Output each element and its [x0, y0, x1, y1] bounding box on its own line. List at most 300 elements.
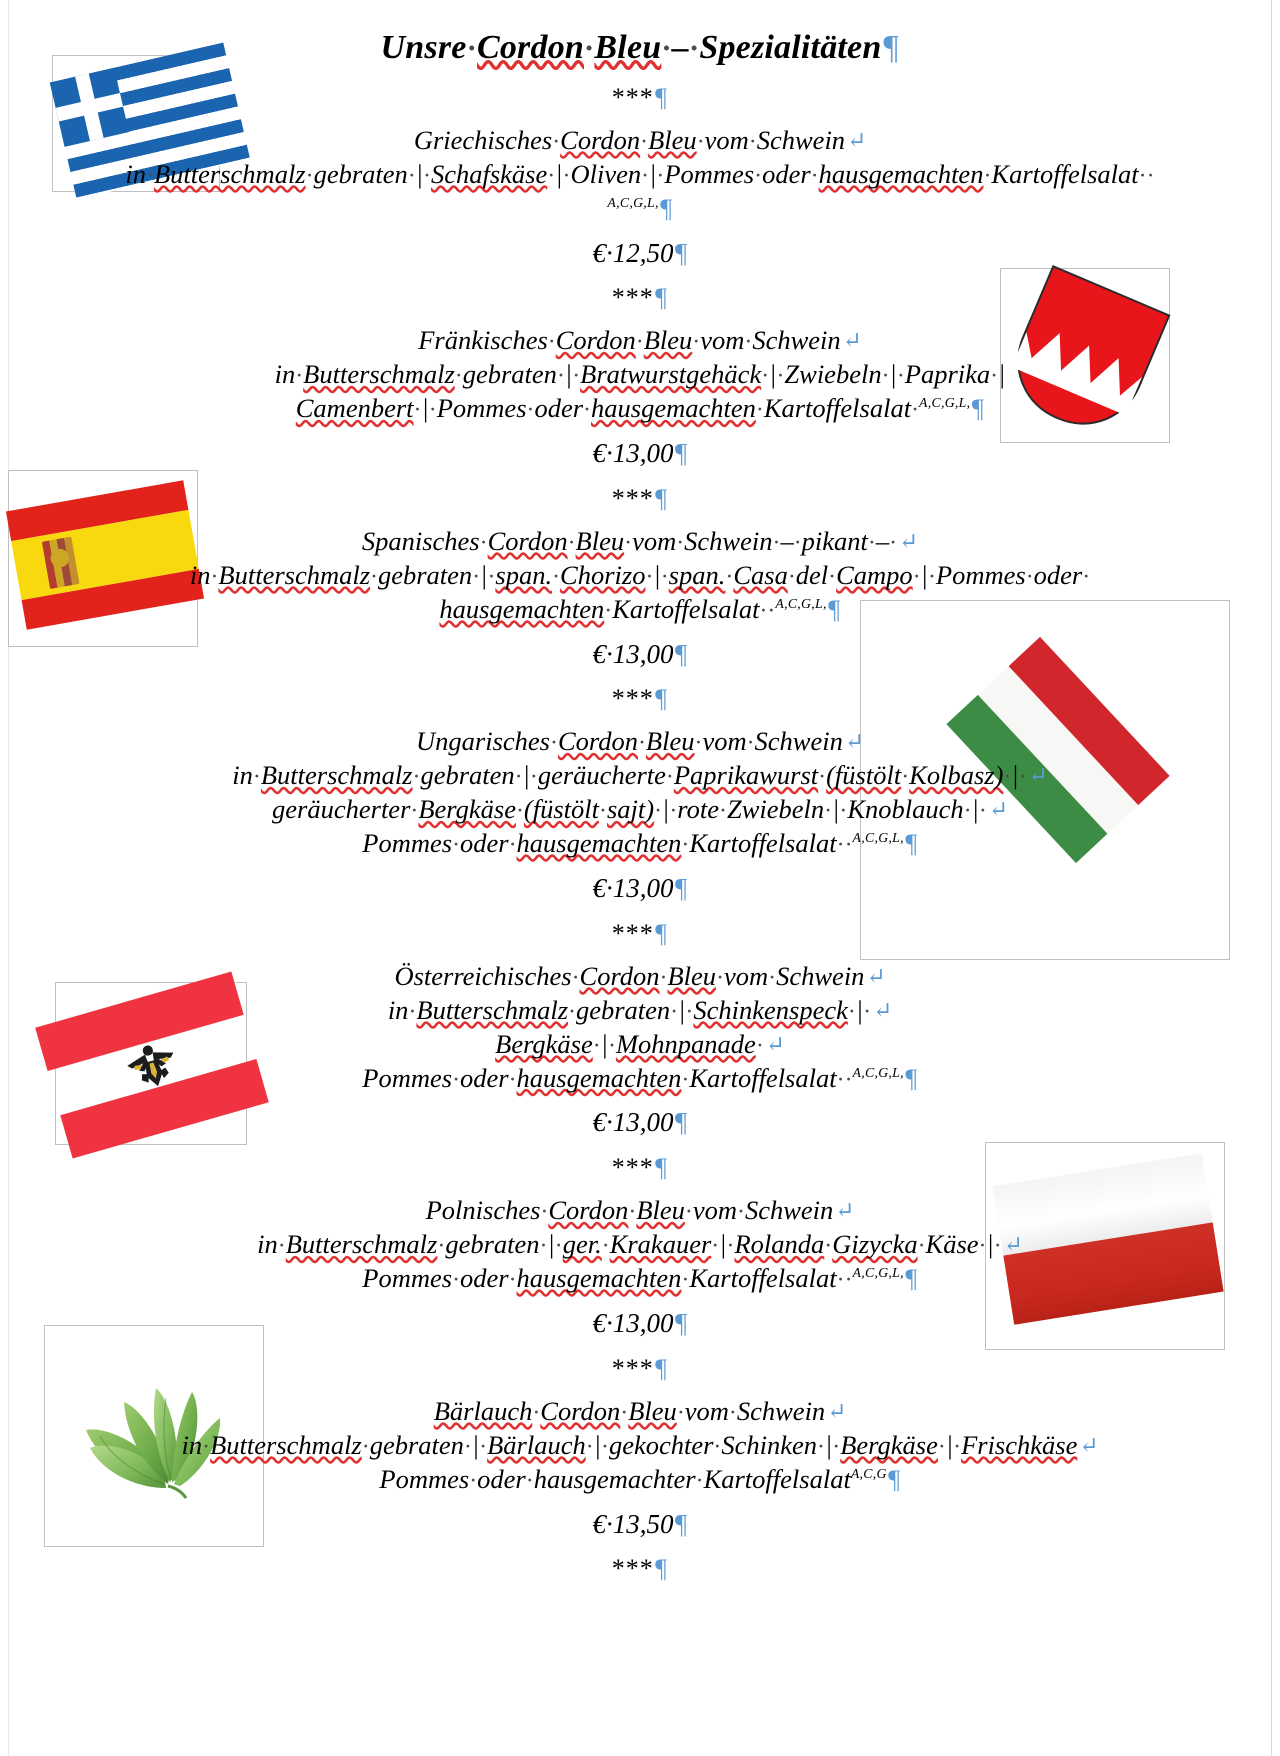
space-dot: · — [463, 1433, 472, 1460]
space-dot: · — [839, 798, 848, 825]
space-dot: · — [896, 363, 905, 390]
space-dot: · — [601, 1233, 610, 1260]
spellcheck-word: Camenbert — [295, 393, 414, 424]
space-dot: · — [660, 563, 669, 590]
dish-hungarian — [0, 725, 1280, 861]
dish-allergens: A,C,G,L, — [919, 395, 971, 411]
space-dot: · — [685, 998, 694, 1025]
space-dot: · — [844, 1267, 853, 1294]
separator-4 — [0, 682, 1280, 715]
line-break-mark: ↵ — [1003, 1232, 1023, 1258]
pilcrow-mark: ¶ — [658, 192, 673, 223]
space-dot: · — [676, 529, 685, 556]
spellcheck-word: Cordon — [555, 325, 636, 356]
pilcrow-mark: ¶ — [653, 1353, 669, 1383]
dish-allergens: A,C,G,L, — [607, 194, 659, 210]
space-dot: · — [817, 1433, 825, 1460]
dish-description-text: Pommes·oder·hausgemachten·Kartoffelsalat· — [362, 828, 845, 859]
space-dot: · — [550, 730, 558, 757]
dish-price — [0, 1507, 1280, 1542]
separator-8 — [0, 1552, 1280, 1585]
dish-allergens: A,C,G — [850, 1465, 887, 1481]
space-dot: · — [867, 529, 876, 556]
pilcrow-mark: ¶ — [673, 1107, 688, 1138]
separator-stars: *** — [611, 918, 654, 948]
spellcheck-word: Bleu — [575, 525, 625, 556]
spellcheck-word: hausgemachten — [591, 393, 756, 424]
space-dot: · — [832, 1433, 841, 1460]
space-dot: · — [990, 363, 999, 390]
space-dot: · — [768, 964, 777, 991]
space-dot: · — [810, 162, 819, 189]
space-dot: · — [978, 798, 987, 825]
space-dot: · — [1146, 162, 1155, 189]
spellcheck-word: Bergkäse — [840, 1429, 938, 1460]
space-dot: · — [728, 1399, 737, 1426]
space-dot: · — [370, 563, 378, 590]
pilcrow-mark: ¶ — [653, 684, 669, 714]
space-dot: · — [824, 798, 833, 825]
space-dot: · — [407, 162, 416, 189]
space-dot: · — [748, 128, 757, 155]
dish-description-text: Pommes·oder·hausgemachter·Kartoffelsalat — [379, 1463, 851, 1494]
pilcrow-mark: ¶ — [970, 393, 985, 424]
space-dot: · — [572, 363, 581, 390]
separator-2 — [0, 281, 1280, 314]
pilcrow-mark: ¶ — [673, 1508, 688, 1539]
space-dot: · — [514, 764, 523, 791]
space-dot: · — [600, 1433, 609, 1460]
dish-description-line — [0, 392, 1280, 426]
dish-franconian — [0, 324, 1280, 426]
spellcheck-word: Cordon — [487, 525, 568, 556]
line-break-mark: ↵ — [847, 127, 867, 153]
space-dot: · — [681, 832, 690, 859]
spellcheck-word: Bärlauch — [433, 1395, 533, 1426]
spellcheck-word: Schafskäse — [430, 158, 548, 189]
dish-name — [0, 960, 1280, 994]
dish-baerlauch — [0, 1395, 1280, 1497]
spellcheck-word: hausgemachten — [439, 593, 605, 624]
line-break-mark: ↵ — [988, 797, 1008, 823]
spellcheck-word: hausgemachten — [818, 158, 984, 189]
separator-3 — [0, 482, 1280, 515]
line-break-mark: ↵ — [899, 528, 919, 554]
space-dot: · — [252, 764, 261, 791]
spellcheck-word: Cordon — [560, 124, 641, 155]
space-dot: · — [863, 998, 872, 1025]
dish-description-text: Pommes·oder·hausgemachten·Kartoffelsalat· — [362, 1062, 845, 1093]
spellcheck-word: Campo — [836, 559, 913, 590]
spellcheck-word: hausgemachten — [516, 828, 682, 859]
separator-stars: *** — [611, 283, 654, 313]
dish-description-text: in·Butterschmalz·gebraten·|·ger.·Krakauer·|·Rolanda·Gizycka·Käse·|· — [257, 1229, 1002, 1260]
space-dot: · — [836, 832, 845, 859]
space-dot: · — [529, 764, 538, 791]
dish-description-line — [0, 1463, 1280, 1497]
spellcheck-word: hausgemachten — [516, 1062, 682, 1093]
dish-description-line — [0, 559, 1280, 593]
space-dot: · — [454, 363, 463, 390]
space-dot: · — [828, 563, 837, 590]
pilcrow-mark: ¶ — [886, 1463, 901, 1494]
space-dot: · — [676, 1399, 685, 1426]
space-dot: · — [927, 563, 936, 590]
pilcrow-mark: ¶ — [881, 29, 900, 66]
space-dot: · — [681, 1066, 690, 1093]
space-dot: · — [889, 529, 898, 556]
spellcheck-word: Cordon — [579, 960, 660, 991]
spellcheck-word: Kolbasz) — [909, 760, 1004, 791]
space-dot: · — [694, 730, 703, 757]
separator-1 — [0, 81, 1280, 114]
space-dot: · — [937, 1433, 946, 1460]
pilcrow-mark: ¶ — [673, 1307, 688, 1338]
dish-description-text: Bergkäse·|·Mohnpanade· — [495, 1028, 764, 1059]
space-dot: · — [692, 329, 701, 356]
space-dot: · — [526, 397, 535, 424]
dish-description-text: Pommes·oder·hausgemachten·Kartoffelsalat· — [362, 1263, 845, 1294]
dish-description-line — [0, 827, 1280, 861]
spellcheck-word: Bärlauch — [487, 1429, 586, 1460]
dish-allergens-line — [0, 192, 1280, 226]
space-dot: · — [479, 1433, 488, 1460]
space-dot: · — [912, 563, 921, 590]
spellcheck-word: Butterschmalz — [285, 1229, 438, 1260]
dish-description-text: in·Butterschmalz·gebraten·|·Bratwurstgehäck·|·Zwiebeln·|·Paprika·| — [274, 359, 1006, 390]
spellcheck-word: Bleu — [594, 29, 662, 66]
pilcrow-mark: ¶ — [826, 593, 841, 624]
dish-name-text: Griechisches·Cordon·Bleu·vom·Schwein — [413, 124, 846, 155]
spellcheck-word: Butterschmalz — [416, 994, 569, 1025]
space-dot: · — [713, 1433, 722, 1460]
space-dot: · — [413, 397, 422, 424]
spellcheck-word: Casa — [733, 559, 788, 590]
dish-price-text: €·12,50 — [592, 237, 674, 268]
space-dot: · — [592, 1032, 601, 1059]
space-dot: · — [608, 1032, 616, 1059]
space-dot: · — [437, 1233, 446, 1260]
space-dot: · — [554, 1233, 563, 1260]
dish-price — [0, 1306, 1280, 1341]
space-dot: · — [508, 1066, 517, 1093]
space-dot: · — [978, 1233, 987, 1260]
spellcheck-word: Bleu — [628, 1395, 677, 1426]
spellcheck-word: Bleu — [645, 726, 695, 757]
line-break-mark: ↵ — [765, 1031, 785, 1057]
space-dot: · — [277, 1233, 286, 1260]
space-dot: · — [472, 563, 481, 590]
dish-name — [0, 1395, 1280, 1429]
dish-austrian — [0, 960, 1280, 1096]
dish-name-text: Fränkisches·Cordon·Bleu·vom·Schwein — [418, 325, 841, 356]
dish-description-line — [0, 759, 1280, 793]
dish-price — [0, 236, 1280, 271]
separator-stars: *** — [611, 1152, 654, 1182]
dish-price-text: €·13,00 — [592, 873, 674, 903]
line-break-mark: ↵ — [866, 963, 886, 989]
spellcheck-word: Butterschmalz — [260, 760, 413, 791]
space-dot: · — [540, 1199, 549, 1226]
dish-description-line — [0, 1062, 1280, 1096]
space-dot: · — [901, 764, 910, 791]
space-dot: · — [726, 1233, 735, 1260]
spellcheck-word: span. — [668, 559, 726, 590]
spellcheck-word: Cordon — [557, 726, 638, 757]
space-dot: · — [844, 832, 853, 859]
space-dot: · — [408, 998, 417, 1025]
space-dot: · — [428, 397, 437, 424]
dish-name — [0, 725, 1280, 759]
spellcheck-word: Bleu — [636, 1195, 685, 1226]
space-dot: · — [532, 1399, 541, 1426]
space-dot: · — [754, 162, 763, 189]
dish-name — [0, 324, 1280, 358]
dish-description-text: in·Butterschmalz·gebraten·|·Schafskäse·|·Oliven·|·Pommes·oder·hausgemachten·Kartoffelsalat· — [125, 158, 1147, 189]
pilcrow-mark: ¶ — [653, 82, 669, 112]
pilcrow-mark: ¶ — [653, 918, 669, 948]
space-dot: · — [681, 1267, 690, 1294]
pilcrow-mark: ¶ — [903, 1263, 918, 1294]
space-dot: · — [963, 798, 972, 825]
space-dot: · — [635, 329, 644, 356]
dish-price-text: €·13,00 — [592, 638, 674, 669]
space-dot: · — [624, 529, 633, 556]
pilcrow-mark: ¶ — [903, 828, 918, 859]
space-dot: · — [552, 128, 561, 155]
pilcrow-mark: ¶ — [653, 1152, 669, 1182]
space-dot: · — [568, 998, 576, 1025]
space-dot: · — [146, 162, 154, 189]
spellcheck-word: Butterschmalz — [154, 158, 306, 189]
separator-stars: *** — [611, 483, 654, 513]
dish-description-text: in·Butterschmalz·gebraten·|·geräucherte·Paprikawurst·(füstölt·Kolbasz)·|· — [232, 760, 1027, 791]
spellcheck-word: Bleu — [648, 124, 697, 155]
space-dot: · — [640, 128, 649, 155]
space-dot: · — [1082, 563, 1091, 590]
space-dot: · — [767, 597, 776, 624]
space-dot: · — [917, 1233, 926, 1260]
space-dot: · — [744, 329, 753, 356]
separator-5 — [0, 917, 1280, 950]
space-dot: · — [202, 1433, 211, 1460]
dish-price — [0, 871, 1280, 906]
space-dot: · — [525, 1467, 534, 1494]
space-dot: · — [637, 730, 646, 757]
dish-allergens: A,C,G,L, — [852, 1064, 904, 1080]
space-dot: · — [552, 563, 561, 590]
space-dot: · — [911, 397, 920, 424]
spellcheck-word: Chorizo — [560, 559, 646, 590]
spellcheck-word: sajt) — [606, 794, 655, 825]
dish-description-line — [0, 1429, 1280, 1463]
space-dot: · — [571, 964, 580, 991]
pilcrow-mark: ¶ — [903, 1062, 918, 1093]
separator-7 — [0, 1352, 1280, 1385]
space-dot: · — [818, 764, 827, 791]
space-dot: · — [716, 964, 725, 991]
space-dot: · — [670, 998, 679, 1025]
spellcheck-word: Bleu — [667, 960, 717, 991]
line-break-mark: ↵ — [873, 997, 893, 1023]
space-dot: · — [562, 162, 571, 189]
spellcheck-word: (füstölt — [523, 794, 600, 825]
dish-description-text: in·Butterschmalz·gebraten·|·Bärlauch·|·gekochter·Schinken·|·Bergkäse·|·Frischkäse — [181, 1429, 1078, 1460]
space-dot: · — [755, 1032, 764, 1059]
dish-spanish — [0, 525, 1280, 627]
space-dot: · — [556, 363, 565, 390]
spellcheck-word: Butterschmalz — [303, 359, 455, 390]
spellcheck-word: Butterschmalz — [210, 1429, 362, 1460]
spellcheck-word: Bergkäse — [418, 794, 516, 825]
dish-description-line — [0, 1228, 1280, 1262]
space-dot: · — [452, 1267, 461, 1294]
space-dot: · — [469, 1467, 478, 1494]
space-dot: · — [423, 162, 431, 189]
pilcrow-mark: ¶ — [653, 1554, 669, 1584]
line-break-mark: ↵ — [1079, 1432, 1099, 1458]
space-dot: · — [585, 1433, 594, 1460]
dish-description-line — [0, 358, 1280, 392]
space-dot: · — [1003, 764, 1012, 791]
dish-description-line — [0, 1262, 1280, 1296]
line-break-mark: ↵ — [835, 1198, 855, 1224]
dish-description-text: Camenbert·|·Pommes·oder·hausgemachten·Kartoffelsalat· — [295, 393, 920, 424]
dish-allergens: A,C,G,L, — [852, 830, 904, 846]
page-title-text: Unsre·Cordon·Bleu·–·Spezialitäten — [380, 29, 882, 66]
dish-price-text: €·13,00 — [592, 438, 674, 469]
space-dot: · — [567, 529, 576, 556]
dish-description-text: hausgemachten·Kartoffelsalat· — [439, 593, 768, 624]
space-dot: · — [305, 162, 314, 189]
dish-description-line — [0, 158, 1280, 192]
space-dot: · — [787, 563, 796, 590]
space-dot: · — [620, 1399, 629, 1426]
space-dot: · — [645, 563, 654, 590]
separator-stars: *** — [611, 82, 654, 112]
space-dot: · — [1018, 764, 1027, 791]
spellcheck-word: Paprikawurst — [673, 760, 819, 791]
dish-description-line — [0, 1028, 1280, 1062]
line-break-mark: ↵ — [844, 729, 864, 755]
pilcrow-mark: ¶ — [653, 283, 669, 313]
space-dot: · — [881, 363, 890, 390]
dish-price-text: €·13,50 — [592, 1508, 674, 1539]
space-dot: · — [547, 162, 556, 189]
dish-price — [0, 637, 1280, 672]
spellcheck-word: Schinkenspeck — [693, 994, 848, 1025]
dish-description-text: in·Butterschmalz·gebraten·|·span.·Chorizo·|·span.·Casa·del·Campo·|·Pommes·oder· — [189, 559, 1091, 590]
dish-polish — [0, 1194, 1280, 1296]
space-dot: · — [755, 397, 764, 424]
space-dot: · — [479, 529, 488, 556]
space-dot: · — [776, 363, 785, 390]
space-dot: · — [844, 1066, 853, 1093]
spellcheck-word: Gizycka — [832, 1229, 918, 1260]
spellcheck-word: Cordon — [548, 1195, 629, 1226]
dish-name — [0, 124, 1280, 158]
dish-name-text: Polnisches·Cordon·Bleu·vom·Schwein — [425, 1195, 834, 1226]
dish-price-text: €·13,00 — [592, 1107, 674, 1138]
space-dot: · — [599, 798, 607, 825]
spellcheck-word: Butterschmalz — [218, 559, 371, 590]
space-dot: · — [746, 730, 755, 757]
spellcheck-word: Krakauer — [609, 1229, 712, 1260]
dish-description-text: in·Butterschmalz·gebraten·|·Schinkenspeck·|· — [387, 994, 872, 1025]
space-dot: · — [1025, 563, 1034, 590]
space-dot: · — [725, 563, 734, 590]
space-dot: · — [466, 31, 477, 65]
space-dot: · — [688, 31, 700, 65]
spellcheck-word: Bratwurstgehäck — [580, 359, 762, 390]
space-dot: · — [508, 1267, 517, 1294]
line-break-mark: ↵ — [1028, 763, 1048, 789]
separator-stars: *** — [611, 1353, 654, 1383]
space-dot: · — [410, 798, 419, 825]
page-title — [0, 26, 1280, 70]
space-dot: · — [654, 798, 663, 825]
spellcheck-word: hausgemachten — [516, 1263, 682, 1294]
space-dot: · — [452, 1066, 461, 1093]
pilcrow-mark: ¶ — [673, 638, 688, 669]
pilcrow-mark: ¶ — [673, 237, 688, 268]
dish-allergens: A,C,G,L, — [852, 1265, 904, 1281]
space-dot: · — [515, 798, 524, 825]
space-dot: · — [508, 832, 517, 859]
space-dot: · — [295, 363, 304, 390]
space-dot: · — [641, 162, 650, 189]
space-dot: · — [759, 597, 768, 624]
separator-stars: *** — [611, 1554, 654, 1584]
spellcheck-word: (füstölt — [826, 760, 902, 791]
space-dot: · — [661, 31, 672, 65]
spellcheck-word: Frischkäse — [961, 1429, 1078, 1460]
space-dot: · — [539, 1233, 548, 1260]
dish-name — [0, 1194, 1280, 1228]
spellcheck-word: Cordon — [476, 29, 585, 66]
space-dot: · — [361, 1433, 370, 1460]
space-dot: · — [669, 798, 678, 825]
space-dot: · — [953, 1433, 962, 1460]
separator-stars: *** — [611, 684, 654, 714]
dish-price — [0, 1105, 1280, 1140]
space-dot: · — [836, 1066, 845, 1093]
dish-greek — [0, 124, 1280, 226]
dish-description-line — [0, 793, 1280, 827]
space-dot: · — [696, 128, 705, 155]
dish-name-text: Ungarisches·Cordon·Bleu·vom·Schwein — [416, 726, 843, 757]
space-dot: · — [695, 1467, 704, 1494]
space-dot: · — [847, 998, 856, 1025]
dish-name-text: Österreichisches·Cordon·Bleu·vom·Schwein — [394, 960, 865, 991]
dish-price-text: €·13,00 — [592, 1307, 674, 1338]
space-dot: · — [993, 1233, 1002, 1260]
space-dot: · — [628, 1199, 637, 1226]
dish-description-line — [0, 994, 1280, 1028]
dish-name-text: Bärlauch·Cordon·Bleu·vom·Schwein — [433, 1395, 826, 1426]
space-dot: · — [1138, 162, 1147, 189]
dish-description-line — [0, 593, 1280, 627]
line-break-mark: ↵ — [827, 1398, 847, 1424]
space-dot: · — [719, 798, 727, 825]
space-dot: · — [793, 529, 802, 556]
space-dot: · — [824, 1233, 833, 1260]
space-dot: · — [604, 597, 613, 624]
space-dot: · — [547, 329, 556, 356]
pilcrow-mark: ¶ — [673, 873, 688, 903]
dish-allergens: A,C,G,L, — [775, 595, 827, 611]
pilcrow-mark: ¶ — [673, 438, 688, 469]
